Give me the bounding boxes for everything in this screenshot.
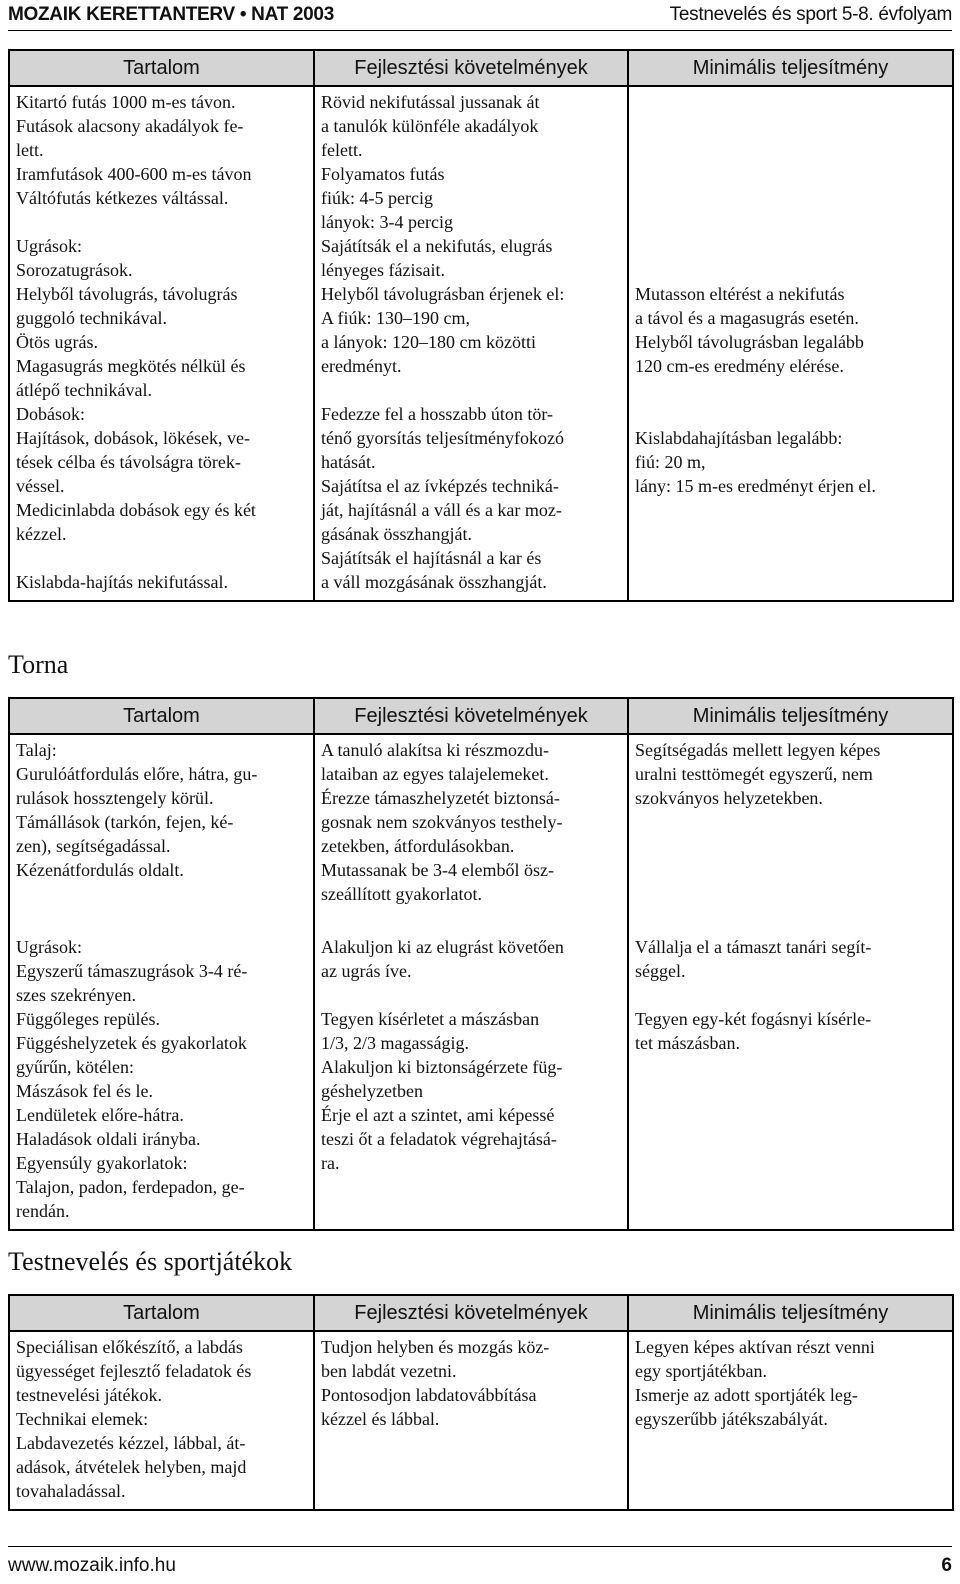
- cell-tartalom: Speciálisan előkészítő, a labdás ügyességet fejlesztő feladatok és testnevelési játékok. Technikai elemek: Labdavezetés kézzel, lábbal, át- adások, átvételek helyben, majd tovahaladással.: [9, 1331, 314, 1510]
- col-header-tartalom: Tartalom: [9, 50, 314, 86]
- col-header-fejlesztesi: Fejlesztési követelmények: [314, 50, 628, 86]
- torna-table: [8, 697, 954, 1231]
- cell-tartalom: Kitartó futás 1000 m-es távon. Futások alacsony akadályok fe- lett. Iramfutások 400-600 m-es távon Váltófutás kétkezes váltással. Ugrások: Sorozatugrások. Helyből távolugrás, távolugrás guggoló technikával. Ötös ugrás. Magasugrás megkötés nélkül és átlépő technikával. Dobások: Hajítások, dobások, lökések, ve- tések célba és távolságra törek- véssel. Medicinlabda dobások egy és két kézzel. Kislabda-hajítás nekifutással.: [9, 86, 314, 601]
- col-header-minimalis: Minimális teljesítmény: [628, 698, 953, 734]
- footer-url: www.mozaik.info.hu: [8, 1555, 176, 1576]
- page-number: 6: [941, 1555, 952, 1576]
- table-header-row: [9, 698, 953, 734]
- cell-tartalom: Ugrások: Egyszerű támaszugrások 3-4 ré- szes szekrényen. Függőleges repülés. Függéshelyzetek és gyakorlatok gyűrűn, kötélen: Mászások fel és le. Lendületek előre-hátra. Haladások oldali irányba. Egyensúly gyakorlatok: Talajon, padon, ferdepadon, ge- rendán.: [9, 932, 314, 1230]
- col-header-fejlesztesi: Fejlesztési követelmények: [314, 1295, 628, 1331]
- col-header-tartalom: Tartalom: [9, 698, 314, 734]
- section-title-torna: Torna: [8, 650, 69, 679]
- cell-fejlesztesi: Rövid nekifutással jussanak át a tanulók különféle akadályok felett. Folyamatos futás fiúk: 4-5 percig lányok: 3-4 percig Sajátítsák el a nekifutás, elugrás lényeges fázisait. Helyből távolugrásban érjenek el: A fiúk: 130–190 cm, a lányok: 120–180 cm közötti eredményt. Fedezze fel a hosszabb úton tör- ténő gyorsítás teljesítményfokozó hatását. Sajátítsa el az ívképzés techniká- ját, hajításnál a váll és a kar moz- gásának összhangját. Sajátítsák el hajításnál a kar és a váll mozgásának összhangját.: [314, 86, 628, 601]
- table-row: [9, 932, 953, 1230]
- cell-minimalis: Legyen képes aktívan részt venni egy sportjátékban. Ismerje az adott sportjáték leg- egyszerűbb játékszabályát.: [628, 1331, 953, 1510]
- table-header-row: [9, 1295, 953, 1331]
- cell-tartalom: Talaj: Gurulóátfordulás előre, hátra, gu- rulások hossztengely körül. Támállások (tarkón, fejen, ké- zen), segítségadással. Kézenátfordulás oldalt.: [9, 734, 314, 932]
- header-left: MOZAIK KERETTANTERV • NAT 2003: [8, 4, 334, 25]
- table-row: [9, 1331, 953, 1510]
- table-header-row: [9, 50, 953, 86]
- col-header-tartalom: Tartalom: [9, 1295, 314, 1331]
- cell-minimalis: Vállalja el a támaszt tanári segít- séggel. Tegyen egy-két fogásnyi kísérle- tet mászásban.: [628, 932, 953, 1230]
- cell-minimalis: Segítségadás mellett legyen képes uralni testtömegét egyszerű, nem szokványos helyzetekben.: [628, 734, 953, 932]
- header-right: Testnevelés és sport 5-8. évfolyam: [669, 4, 952, 25]
- col-header-fejlesztesi: Fejlesztési követelmények: [314, 698, 628, 734]
- cell-fejlesztesi: Alakuljon ki az elugrást követően az ugrás íve. Tegyen kísérletet a mászásban 1/3, 2/3 magasságig. Alakuljon ki biztonságérzete füg- géshelyzetben Érje el azt a szintet, ami képessé teszi őt a feladatok végrehajtásá- ra.: [314, 932, 628, 1230]
- table-row: [9, 86, 953, 601]
- cell-fejlesztesi: Tudjon helyben és mozgás köz- ben labdát vezetni. Pontosodjon labdatovábbítása kézzel és lábbal.: [314, 1331, 628, 1510]
- page-header: [8, 2, 952, 31]
- atletika-table: [8, 49, 954, 602]
- col-header-minimalis: Minimális teljesítmény: [628, 50, 953, 86]
- cell-minimalis: Mutasson eltérést a nekifutás a távol és a magasugrás esetén. Helyből távolugrásban legalább 120 cm-es eredmény elérése. Kislabdahajításban legalább: fiú: 20 m, lány: 15 m-es eredményt érjen el.: [628, 86, 953, 601]
- cell-fejlesztesi: A tanuló alakítsa ki részmozdu- lataiban az egyes talajelemeket. Érezze támaszhelyzetét biztonsá- gosnak nem szokványos testhely- zetekben, átfordulásokban. Mutassanak be 3-4 elemből ösz- szeállított gyakorlatot.: [314, 734, 628, 932]
- sportjatek-table: [8, 1294, 954, 1511]
- table-row: [9, 734, 953, 932]
- col-header-minimalis: Minimális teljesítmény: [628, 1295, 953, 1331]
- page-footer: [8, 1546, 952, 1581]
- section-title-sportjatek: Testnevelés és sportjátékok: [8, 1247, 293, 1276]
